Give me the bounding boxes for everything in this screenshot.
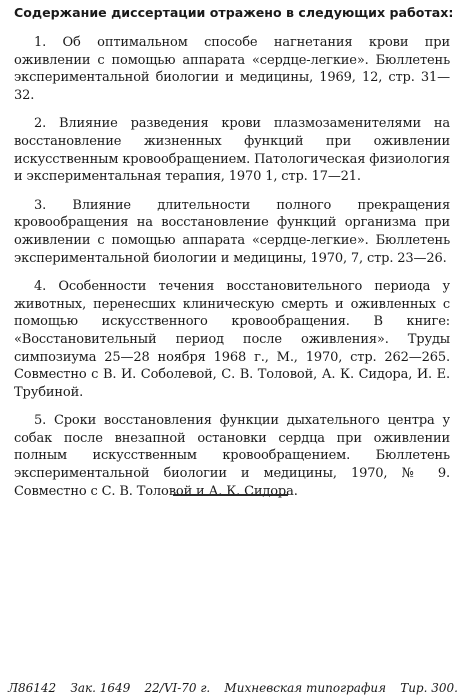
imprint-print-run: Тир. 300.	[400, 681, 458, 695]
printer-imprint	[8, 680, 458, 696]
imprint-date: 22/VI-70 г.	[144, 681, 211, 695]
section-heading: Содержание диссертации отражено в следующих работах:	[14, 5, 454, 20]
imprint-printer: Михневская типография	[224, 681, 387, 695]
imprint-order-code: Л86142	[8, 681, 57, 695]
reference-item-1: 1. Об оптимальном способе нагнетания крови при оживлении с помощью аппарата «сердце-легкие». Бюллетень экспериментальной биологии и медицины, 1969, 12, стр. 31—32.	[14, 35, 450, 103]
reference-item-5: 5. Сроки восстановления функции дыхательного центра у собак после внезапной остановки сердца при оживлении полным искусственным кровообращением. Бюллетень экспериментальной биологии и медицины, 1970, № 9. Совместно с С. В. Толовой и А. К. Сидора.	[14, 413, 450, 499]
reference-item-4: 4. Особенности течения восстановительного периода у животных, перенесших клиническую смерть и оживленных с помощью искусственного кровообращения. В книге: «Восстановительный период после оживления». Труды симпозиума 25—28 ноября 1968 г., М., 1970, стр. 262—265. Совместно с В. И. Соболевой, С. В. Толовой, А. К. Сидора, И. Е. Трубиной.	[14, 279, 450, 400]
reference-item-3: 3. Влияние длительности полного прекращения кровообращения на восстановление функций организма при оживлении с помощью аппарата «сердце-легкие». Бюллетень экспериментальной биологии и медицины, 1970, 7, стр. 23—26.	[14, 197, 450, 266]
reference-list	[14, 34, 450, 511]
imprint-order-number: Зак. 1649	[70, 681, 131, 695]
divider-line	[173, 494, 288, 496]
reference-item-2: 2. Влияние разведения крови плазмозаменителями на восстановление жизненных функций при оживлении искусственным кровообращением. Патологическая физиология и экспериментальная терапия, 1970 1, стр. 17—21.	[14, 116, 450, 185]
